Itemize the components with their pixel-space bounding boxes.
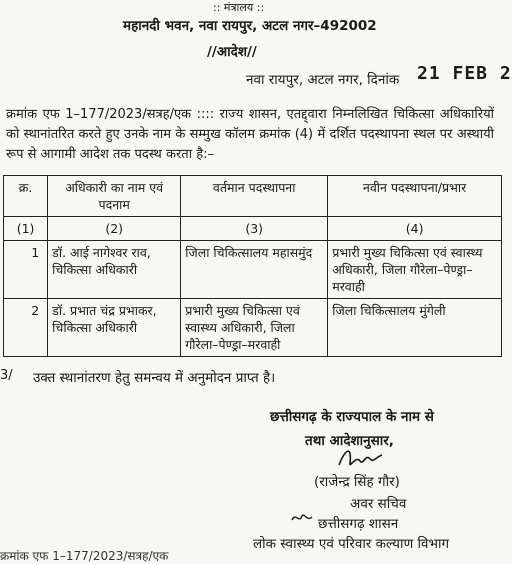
col-header-sno: क्र. bbox=[4, 176, 48, 217]
row-new-posting: प्रभारी मुख्य चिकित्सा एवं स्वास्थ्य अधिकारी, जिला गौरेला–पेण्ड्रा–मरवाही bbox=[328, 241, 502, 299]
signature-mark bbox=[336, 443, 392, 473]
by-order-line: तथा आदेशानुसार, bbox=[305, 433, 394, 449]
order-title: //आदेश// bbox=[207, 44, 257, 60]
col-header-name: अधिकारी का नाम एवं पदनाम bbox=[48, 176, 181, 217]
ministry-label: :: मंत्रालय :: bbox=[213, 1, 265, 14]
office-address: महानदी भवन, नवा रायपुर, अटल नगर–492002 bbox=[123, 18, 377, 34]
transfer-table bbox=[3, 175, 502, 357]
table-header-row bbox=[4, 176, 502, 217]
approval-paragraph: उक्त स्थानांतरण हेतु समन्वय में अनुमोदन प्राप्त है। bbox=[33, 370, 276, 386]
row-sno: 2 bbox=[4, 299, 48, 357]
row-current-posting: जिला चिकित्सालय महासमुंद bbox=[181, 241, 328, 299]
col-number: (4) bbox=[328, 217, 502, 241]
col-number: (2) bbox=[48, 217, 181, 241]
col-header-current: वर्तमान पदस्थापना bbox=[181, 176, 328, 217]
row-new-posting: जिला चिकित्सालय मुंगेली bbox=[328, 299, 502, 357]
row-sno: 1 bbox=[4, 241, 48, 299]
paragraph-number: 3/ bbox=[0, 368, 13, 383]
col-number: (3) bbox=[181, 217, 328, 241]
column-number-row bbox=[4, 217, 502, 241]
signer-designation: अवर सचिव bbox=[350, 496, 407, 512]
row-current-posting: प्रभारी मुख्य चिकित्सा एवं स्वास्थ्य अधिकारी, जिला गौरेला–पेण्ड्रा–मरवाही bbox=[181, 299, 328, 357]
table-row bbox=[4, 299, 502, 357]
governor-order-line: छत्तीसगढ़ के राज्यपाल के नाम से bbox=[270, 409, 434, 425]
date-stamp: 21 FEB 2 bbox=[417, 63, 512, 84]
department-name: लोक स्वास्थ्य एवं परिवार कल्याण विभाग bbox=[253, 536, 450, 552]
dateline: नवा रायपुर, अटल नगर, दिनांक bbox=[246, 72, 400, 88]
signer-name: (राजेन्द्र सिंह गौर) bbox=[314, 474, 400, 490]
row-officer-name: डॉ. आई नागेश्वर राव, चिकित्सा अधिकारी bbox=[48, 241, 181, 299]
initials-mark bbox=[290, 510, 314, 526]
col-number: (1) bbox=[4, 217, 48, 241]
state-government: छत्तीसगढ़ शासन bbox=[318, 516, 399, 532]
row-officer-name: डॉ. प्रभात चंद्र प्रभाकर, चिकित्सा अधिकारी bbox=[48, 299, 181, 357]
table-row bbox=[4, 241, 502, 299]
intro-paragraph: क्रमांक एफ 1–177/2023/सत्रह/एक :::: राज्य शासन, एतद्द्वारा निम्नलिखित चिकित्सा अधिकारियों को स्थानांतरित करते हुए उनके नाम के सम्मुख कॉलम क्रमांक (4) में दर्शित पदस्थापना स्थल पर अस्थायी रूप से आगामी आदेश तक पदस्थ करता है:– bbox=[6, 107, 494, 162]
next-reference: क्रमांक एफ 1–177/2023/सत्रह/एक bbox=[0, 549, 169, 563]
col-header-new: नवीन पदस्थापना/प्रभार bbox=[328, 176, 502, 217]
